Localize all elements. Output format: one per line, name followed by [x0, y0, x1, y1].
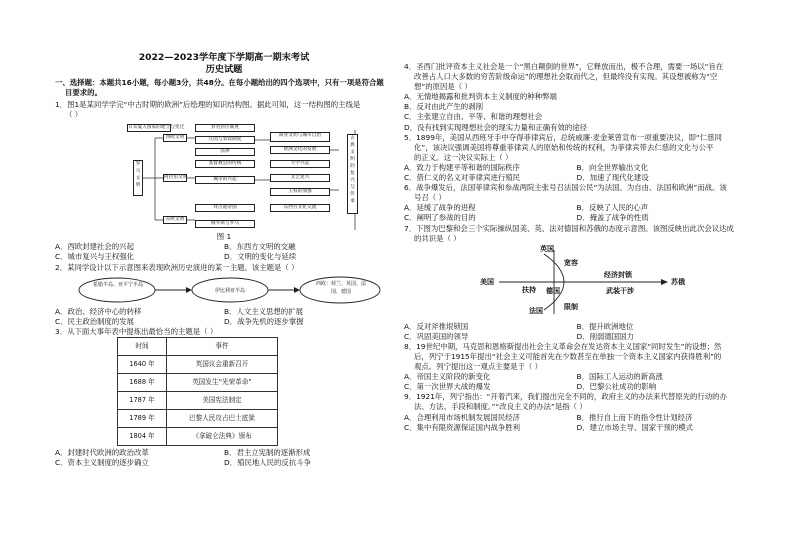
diagram-left-2: 阿拉伯文明	[164, 175, 188, 181]
label-support: 扶持	[522, 285, 536, 294]
q1-options-row-2	[55, 252, 393, 262]
table-header-event: 事件	[167, 337, 278, 355]
label-lenient: 宽容	[564, 258, 578, 267]
diagram-m2-4: 基督教会的传统	[195, 160, 255, 168]
question-1-text: 1．图1是某同学学完“中古时期的欧洲”后绘理的知识结构图。据此可知，这一结构图的主线是	[55, 100, 361, 110]
q2-oval-3: 西欧：荷兰、英国、法国、德国	[315, 280, 366, 295]
q9-option-a[interactable]: A．合理利用市场机制发展国民经济	[404, 412, 520, 422]
table-header-time: 时间	[118, 337, 167, 355]
q6-option-c[interactable]: C．阐明了参战的目的	[404, 213, 476, 223]
exam-title: 2022—2023学年度下学期高一期末考试	[138, 52, 310, 63]
diagram-m2-5: 拜占庭帝国	[195, 204, 255, 212]
diagram-right-4: 王权的加强	[270, 188, 330, 196]
q4-option-c[interactable]: C．主张建立自由、平等、和谐的理想社会	[404, 112, 543, 122]
q6-option-d[interactable]: D．掩盖了战争的性质	[576, 213, 649, 223]
q2-oval-1: 希腊半岛、亚平宁半岛	[92, 281, 143, 288]
q9-option-d[interactable]: D．建立市场主导、国家干预的模式	[576, 422, 694, 432]
diagram-right-1: 欧洲文化的发展	[270, 146, 330, 154]
q2-option-b[interactable]: B．人文主义思想的扩展	[224, 306, 303, 316]
label-econ: 经济封锁	[604, 270, 632, 279]
q7-option-d[interactable]: D．削弱德国国力	[576, 331, 634, 341]
q1-options-row-1	[55, 242, 393, 252]
q4-option-a[interactable]: A．无情地揭露和批判资本主义制度的种种弊端	[404, 92, 557, 102]
q2-diagram	[55, 273, 393, 307]
diagram-m2-2: 庄园与农奴制度	[195, 136, 255, 144]
q1-option-b[interactable]: B．东西方文明的交融	[224, 242, 296, 252]
q8-option-b[interactable]: B．国际工人运动的新高涨	[576, 372, 663, 382]
label-fr: 法国	[529, 306, 543, 315]
q5-option-a[interactable]: A．致力于构建平等和谐的国际秩序	[404, 162, 520, 172]
q8-option-a[interactable]: A．帝国主义阶段的新变化	[404, 372, 491, 382]
q1-option-a[interactable]: A．西欧封建社会的兴起	[55, 242, 134, 252]
q9-option-b[interactable]: B．推行自上而下的指令性计划经济	[576, 412, 693, 422]
diagram-far-right: 古典文明的复兴与传承	[347, 134, 358, 214]
section-heading: 一、选择题：	[55, 78, 100, 87]
q3-option-a[interactable]: A．封建时代欧洲的政治改革	[55, 447, 149, 457]
table-row: 1787 年 美国宪法制定	[118, 391, 278, 409]
q5-option-c[interactable]: C．借仁义的名义对菲律宾进行殖民	[404, 173, 521, 183]
diagram-right-3: 文艺复兴	[270, 174, 330, 182]
label-uk: 英国	[540, 244, 554, 253]
q1-option-d[interactable]: D．文明的变化与延续	[224, 252, 297, 262]
q3-option-d[interactable]: D．殖民地人民的反抗斗争	[224, 458, 311, 468]
q9-option-c[interactable]: C．集中有限资源保证国内战争胜利	[404, 422, 521, 432]
q3-option-c[interactable]: C．资本主义制度的逐步确立	[55, 458, 149, 468]
table-row: 1804 年 《拿破仑法典》颁布	[118, 427, 278, 445]
diagram-mid-1: 日耳曼人国家的建立与变迁	[128, 125, 185, 131]
q4-option-d[interactable]: D．没有找到实现理想社会的现实力量和正确有效的途径	[404, 122, 588, 132]
question-9-text: 9．1921年，列宁指出：“开着汽来，我们提出完全不同的，政府主义的办法来代替原先的行动的办	[404, 392, 727, 402]
section-instructions: 一、选择题：本题共16小题，每小题3分，共48分。在每小题给出的四个选项中，只有一项是符合题	[55, 78, 384, 87]
q2-oval-2: 伊比利亚半岛	[214, 287, 245, 294]
right-column: 4．圣西门批评资本主义社会是一个“黑白颠倒的世界”，它释放而出，极不合理，需要一场以“旨在 改善占人口大多数的穷苦阶级命运”的理想社会取而代之，但最终没有实现。其设想被称为“空 想”的原因是（ ） A．无情地揭露和批判资本主义制度的种种弊端 B．反对由此产生的剥削 C．主张建立自由、平等、和谐的理想社会 D．没有找到实现理想社会的现实力量和正确有效的途径 5．1899年，美国从西班牙手中夺得菲律宾后，总统威廉·麦金莱曾宣布一项重要决议，即“仁慈同 化”，该决议强调美国将尊重菲律宾人的原始和传统的权利，为菲律宾带去仁慈的文化与公平 的正义。这一决议实际上（ ） A．致力于构建平等和谐的国际秩序 B．向全世界输出文化 C．借仁义的名义对菲律宾进行殖民 D．加速了现代化建设 6．战争爆发后，法国菲律宾和参战两院主张号召法国公民“为法国、为自由、法国和欧洲”而战。该 号召（ ） A．延缓了战争的进程 B．反映了人民的心声 C．阐明了参战的目的 D．掩盖了战争的性质 7．下图为巴黎和会三个实际操纵国美、英、法对德国和苏俄的态度示意图。该图反映出此次会议达成 的共识是（ ） 英国 美国 法国 德国 苏俄 宽容 扶持 限制 经济封锁 武装干涉 A．反对斧推垠锁国 B．提升欧洲地位 C．巩固美国的领导 D．削弱德国国力 8．19世纪中期，马克思和恩格斯提出社会主义革命会在发达资本主义国家“同时发生”的设想；然 后，列宁于1915年提出“社会主义可能首先在少数甚至在单独一个资本主义国家内获得胜利”的 观点。列宁提出这一观点主要是于（ ） A．帝国主义阶段的新变化 B．国际工人运动的新高涨 C．第一次世界大战的爆发 D．巴黎公社成功的影响 9．1921年，列宁指出：“开着汽来，我们提出完全不同的，政府主义的办法来代替原先的行动的办 法、方法、手段和制度。”“改良主义的办法”是指（ ） A．合理利用市场机制发展国民经济 B．推行自上而下的指令性计划经济 C．集中有限资源保证国内战争胜利 D．建立市场主导、国家干预的模式	[404, 62, 749, 433]
label-armed: 武装干涉	[606, 286, 634, 295]
figure-caption: 图 1	[216, 232, 232, 242]
diagram-m2-3: 法律	[195, 148, 255, 156]
label-ussr: 苏俄	[671, 277, 685, 286]
diagram-m2-1: 封君封臣制度	[195, 124, 255, 132]
diagram-m2-6: 俄罗斯与罗马	[195, 220, 255, 228]
q6-option-b[interactable]: B．反映了人民的心声	[576, 203, 649, 213]
q2-option-a[interactable]: A．政治、经济中心的转移	[55, 306, 142, 316]
table-row: 1640 年 英国议会重新召开	[118, 355, 278, 373]
diagram-roman-civilization: 罗马文明	[133, 160, 143, 196]
question-3-text: 3．从下面大事年表中提炼出最恰当的主题是（ ）	[55, 326, 218, 336]
diagram-left-3: 东欧文明	[163, 216, 187, 224]
q5-option-b[interactable]: B．向全世界输出文化	[576, 162, 649, 172]
q2-option-d[interactable]: D．战争先机的逐步掌握	[224, 316, 304, 326]
q6-option-a[interactable]: A．延缓了战争的进程	[404, 203, 476, 213]
q1-option-c[interactable]: C．城市复兴与王权强化	[55, 252, 135, 262]
question-5-text: 5．1899年，美国从西班牙手中夺得菲律宾后，总统威廉·麦金莱曾宣布一项重要决议，即“仁慈同	[404, 132, 722, 142]
question-2-text: 2．某同学设计以下示意图来表现欧洲历史演进的某一主题。该主题是（ ）	[55, 262, 299, 272]
question-6-text: 6．战争爆发后，法国菲律宾和参战两院主张号召法国公民“为法国、为自由、法国和欧洲”而战。该	[404, 183, 727, 193]
question-7-text: 7．下图为巴黎和会三个实际操纵国美、英、法对德国和苏俄的态度示意图。该图反映出此次会议达成	[404, 223, 734, 233]
left-column: 2022—2023学年度下学期高一期末考试 历史试题 一、选择题：本题共16小题，每小题3分，共48分。在每小题给出的四个选项中，只有一项是符合题 目要求的。 1．图1是某同学学完“中古时期的欧洲”后绘理的知识结构图。据此可知，这一结构图的主线是 （ ） 罗马文明 日耳曼人国家的建立与变迁 西欧文明 阿拉伯文明 东欧文明 封君封臣制度 庄园与农奴制度 法律 基督教会的传统 拜占庭帝国 俄罗斯与罗马 城市的兴起 商业文明与城市自治 欧洲文化的发展 大学兴起 文艺复兴 王权的加强 东西方文化交流 古典文明的复兴与传承 图 1 A．西欧封建社会的兴起 B．东西方文明的交融 C．城市复兴与王权强化 D．文明的变化与延续 2．某同学设计以下示意图来表现欧洲历史演进的某一主题。该主题是（ ） 希腊半岛、亚平宁半岛 伊比利亚半岛 西欧：荷兰、英国、法国、德国 A．政治、经济中心的转移 B．人文主义思想的扩展 C．民主政治制度的发展 D．战争先机的逐步掌握 3．从下面大事年表中提炼出最恰当的主题是（ ） 时间 事件 1640 年 英国议会重新召开 1688 年 英国发生“光荣革命” 1787 年 美国宪法制定 1789 年 巴黎人民攻占巴士底狱 1804 年 《拿破仑法典》颁布 A．封建时代欧洲的政治改革 B．君主立宪制的逐渐形成 C．资本主义制度的逐步确立 D．殖民地人民的反抗斗争	[55, 52, 393, 468]
diagram-city: 城市的兴起	[195, 176, 255, 184]
diagram-right-5: 东西方文化交流	[270, 204, 330, 212]
q2-option-c[interactable]: C．民主政治制度的发展	[55, 316, 135, 326]
label-us: 美国	[480, 277, 494, 286]
q7-diagram	[404, 244, 749, 322]
q7-option-b[interactable]: B．提升欧洲地位	[576, 321, 634, 331]
q8-option-d[interactable]: D．巴黎公社成功的影响	[576, 382, 657, 392]
q1-knowledge-diagram	[55, 120, 393, 242]
question-4-text: 4．圣西门批评资本主义社会是一个“黑白颠倒的世界”，它释放而出，极不合理，需要一场以“旨在	[404, 62, 724, 71]
q7-option-a[interactable]: A．反对斧推垠锁国	[404, 321, 469, 331]
table-row: 1688 年 英国发生“光荣革命”	[118, 373, 278, 391]
table-header-row	[118, 337, 278, 355]
q8-option-c[interactable]: C．第一次世界大战的爆发	[404, 382, 491, 392]
diagram-right-2: 大学兴起	[270, 160, 330, 168]
question-8-text: 8．19世纪中期，马克思和恩格斯提出社会主义革命会在发达资本主义国家“同时发生”的设想；然	[404, 341, 722, 351]
q7-option-c[interactable]: C．巩固美国的领导	[404, 331, 469, 341]
exam-subtitle: 历史试题	[205, 64, 243, 75]
label-de: 德国	[546, 286, 560, 295]
table-row: 1789 年 巴黎人民攻占巴士底狱	[118, 409, 278, 427]
q3-option-b[interactable]: B．君主立宪制的逐渐形成	[224, 447, 311, 457]
q3-events-table	[117, 337, 278, 446]
q4-option-b[interactable]: B．反对由此产生的剥削	[404, 102, 483, 112]
label-restrict: 限制	[564, 302, 578, 311]
q5-option-d[interactable]: D．加速了现代化建设	[576, 173, 649, 183]
diagram-wide: 商业文明与城市自治	[270, 132, 330, 142]
diagram-left-1: 西欧文明	[163, 134, 187, 142]
